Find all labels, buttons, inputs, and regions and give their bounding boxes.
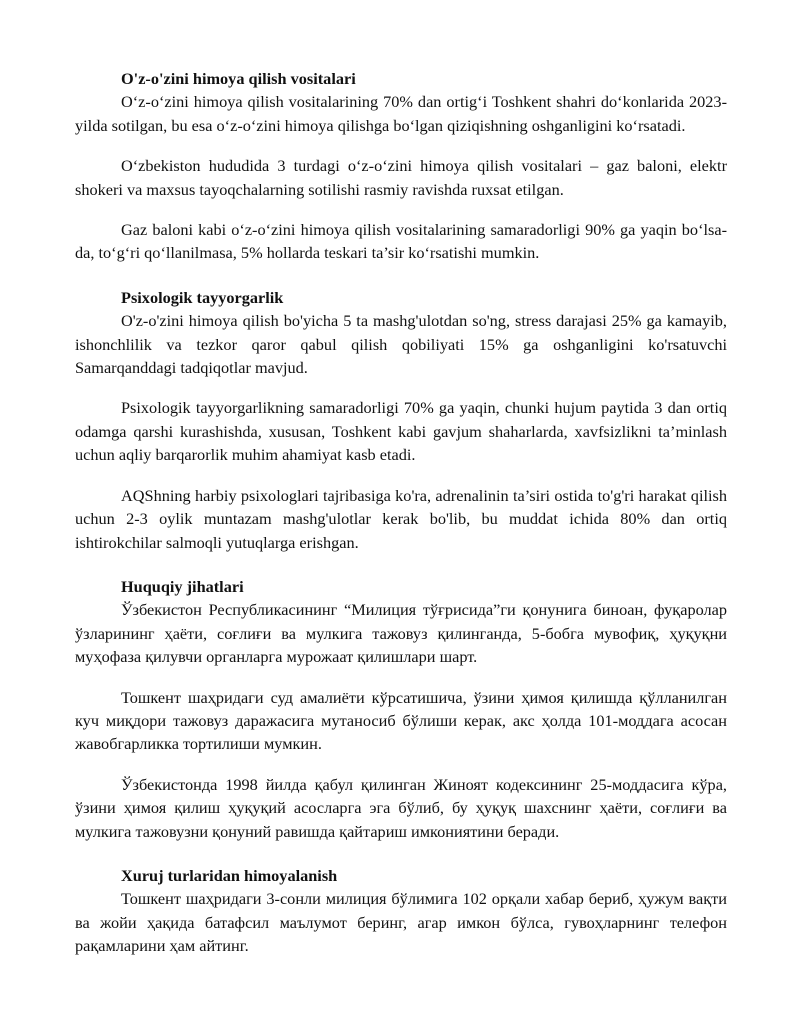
section-self-defense-tools	[75, 67, 727, 265]
paragraph: Тошкент шаҳридаги суд амалиёти кўрсатишича, ўзини ҳимоя қилишда қўлланилган куч миқдори тажовуз даражасига мутаносиб бўлиши керак, акс ҳолда 101-моддага асосан жавобгарликка тортилиши мумкин.	[75, 687, 727, 754]
paragraph: O‘zbekiston hududida 3 turdagi o‘z-o‘zini himoya qilish vositalari – gaz baloni, elektr shokeri va maxsus tayoqchalarning sotilishi rasmiy ravishda ruxsat etilgan.	[75, 156, 727, 199]
paragraph: Тошкент шаҳридаги 3-сонли милиция бўлимига 102 орқали хабар бериб, ҳужум вақти ва жойи ҳақида батафсил маълумот беринг, агар имкон бўлса, гувоҳларнинг телефон рақамларини ҳам айтинг.	[75, 889, 727, 956]
paragraph: AQShning harbiy psixologlari tajribasiga ko'ra, adrenalinin ta’siri ostida to'g'ri harakat qilish uchun 2-3 oylik muntazam mashg'ulotlar kerak bo'lib, bu muddat ichida 80% dan ortiq ishtirokchilar salmoqli yutuqlarga erishgan.	[75, 485, 727, 552]
document-page	[75, 67, 727, 958]
paragraph: Ўзбекистон Республикасининг “Милиция тўғрисида”ги қонунига биноан, фуқаролар ўзларининг ҳаёти, соғлиғи ва мулкига тажовуз қилинганда, 5-бобга мувофиқ, ҳуқуқни муҳофаза қилувчи органларга мурожаат қилишлари шарт.	[75, 600, 727, 667]
paragraph: O'z-o'zini himoya qilish bo'yicha 5 ta mashg'ulotdan so'ng, stress darajasi 25% ga kamayib, ishonchlilik va tezkor qaror qabul qilish qobiliyati 15% ga oshganligini ko'rsatuvchi Samarqanddagi tadqiqotlar mavjud.	[75, 311, 727, 378]
paragraph: Psixologik tayyorgarlikning samaradorligi 70% ga yaqin, chunki hujum paytida 3 dan ortiq odamga qarshi kurashishda, xususan, Toshkent kabi gavjum shaharlarda, xavfsizlikni ta’minlash uchun aqliy barqarorlik muhim ahamiyat kasb etadi.	[75, 398, 727, 465]
section-heading: O'z-o'zini himoya qilish vositalari	[121, 69, 356, 88]
paragraph: Ўзбекистонда 1998 йилда қабул қилинган Жиноят кодексининг 25-моддасига кўра, ўзини ҳимоя қилиш ҳуқуқий асосларга эга бўлиб, бу ҳуқуқ шахснинг ҳаёти, соғлиғи ва мулкига тажовузни қонуний равишда қайтариш имкониятини беради.	[75, 774, 727, 841]
section-psychological-preparation	[75, 286, 727, 554]
paragraph: O‘z-o‘zini himoya qilish vositalarining 70% dan ortig‘i Toshkent shahri do‘konlarida 2023-yilda sotilgan, bu esa o‘z-o‘zini himoya qilishga bo‘lgan qiziqishning oshganligini ko‘rsatadi.	[75, 92, 727, 135]
section-heading: Psixologik tayyorgarlik	[121, 287, 284, 307]
section-heading: Xuruj turlaridan himoyalanish	[121, 865, 338, 885]
section-legal-aspects	[75, 575, 727, 843]
paragraph: Gaz baloni kabi o‘z-o‘zini himoya qilish vositalarining samaradorligi 90% ga yaqin bo‘lsa-da, to‘g‘ri qo‘llanilmasa, 5% hollarda teskari ta’sir ko‘rsatishi mumkin.	[75, 220, 727, 263]
section-attack-protection	[75, 864, 727, 958]
section-heading: Huquqiy jihatlari	[121, 576, 244, 596]
